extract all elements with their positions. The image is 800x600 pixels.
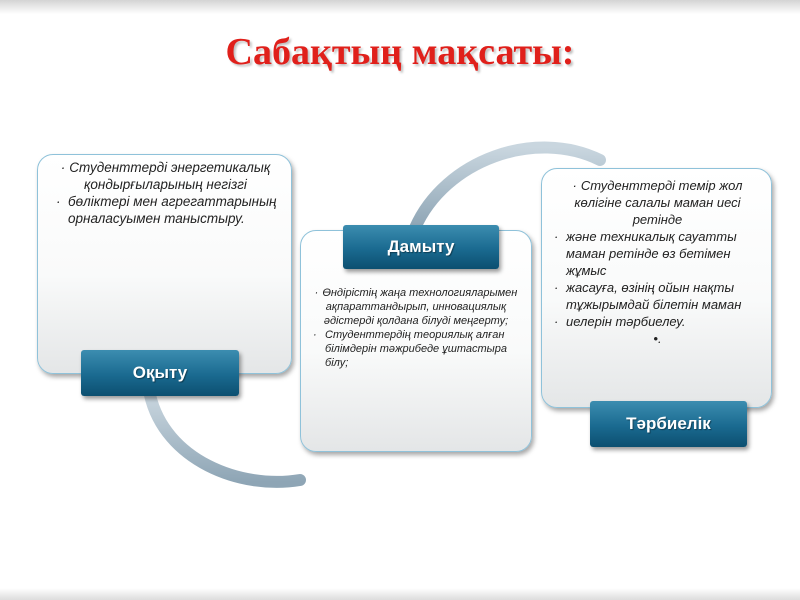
- list-item: · иелерін тәрбиелеу.: [554, 314, 686, 329]
- bullet-icon: ·: [572, 178, 577, 193]
- list-item: · Студенттердің теориялық алған білімдерін тәжрибеде ұштастыра білу;: [313, 329, 507, 369]
- bullet-icon: ·: [554, 314, 559, 329]
- bottom-band: [0, 588, 800, 600]
- bullet-icon: ·: [60, 160, 66, 175]
- label-teaching: Оқыту: [81, 350, 239, 396]
- bullet-icon: ·: [554, 229, 559, 244]
- bullet-icon: ·: [56, 194, 61, 209]
- arc-left: [150, 395, 300, 482]
- list-item: · Студенттерді энергетикалық қондырғыларының негізгі: [60, 160, 271, 192]
- card-development-list: [309, 286, 523, 370]
- list-item: · жасауға, өзінің ойын нақты тұжырымдай білетін маман: [554, 280, 742, 312]
- card-upbringing-list: [552, 177, 763, 347]
- bullet-icon: ·: [313, 329, 317, 341]
- bullet-icon: ·: [314, 287, 319, 299]
- page-title: Сабақтың мақсаты:: [225, 31, 575, 73]
- list-item: · және техникалық сауатты маман ретінде өз бетімен жұмыс: [554, 229, 737, 278]
- card-teaching: [37, 154, 292, 374]
- label-upbringing: Тәрбиелік: [590, 401, 747, 447]
- label-development: Дамыту: [343, 225, 499, 269]
- list-item: · Өндірістің жаңа технологияларымен ақпараттандырып, инновациялық әдістерді қолдана білуді меңгерту;: [314, 287, 518, 327]
- card-teaching-list: [54, 159, 277, 227]
- list-item: · Студенттерді темір жол көлігіне салалы маман иесі ретінде: [572, 178, 743, 227]
- list-item-trailing: •.: [653, 331, 662, 346]
- card-upbringing: [541, 168, 772, 408]
- list-item: · бөліктері мен агрегаттарының орналасуымен таныстыру.: [56, 194, 277, 226]
- bullet-icon: ·: [554, 280, 559, 295]
